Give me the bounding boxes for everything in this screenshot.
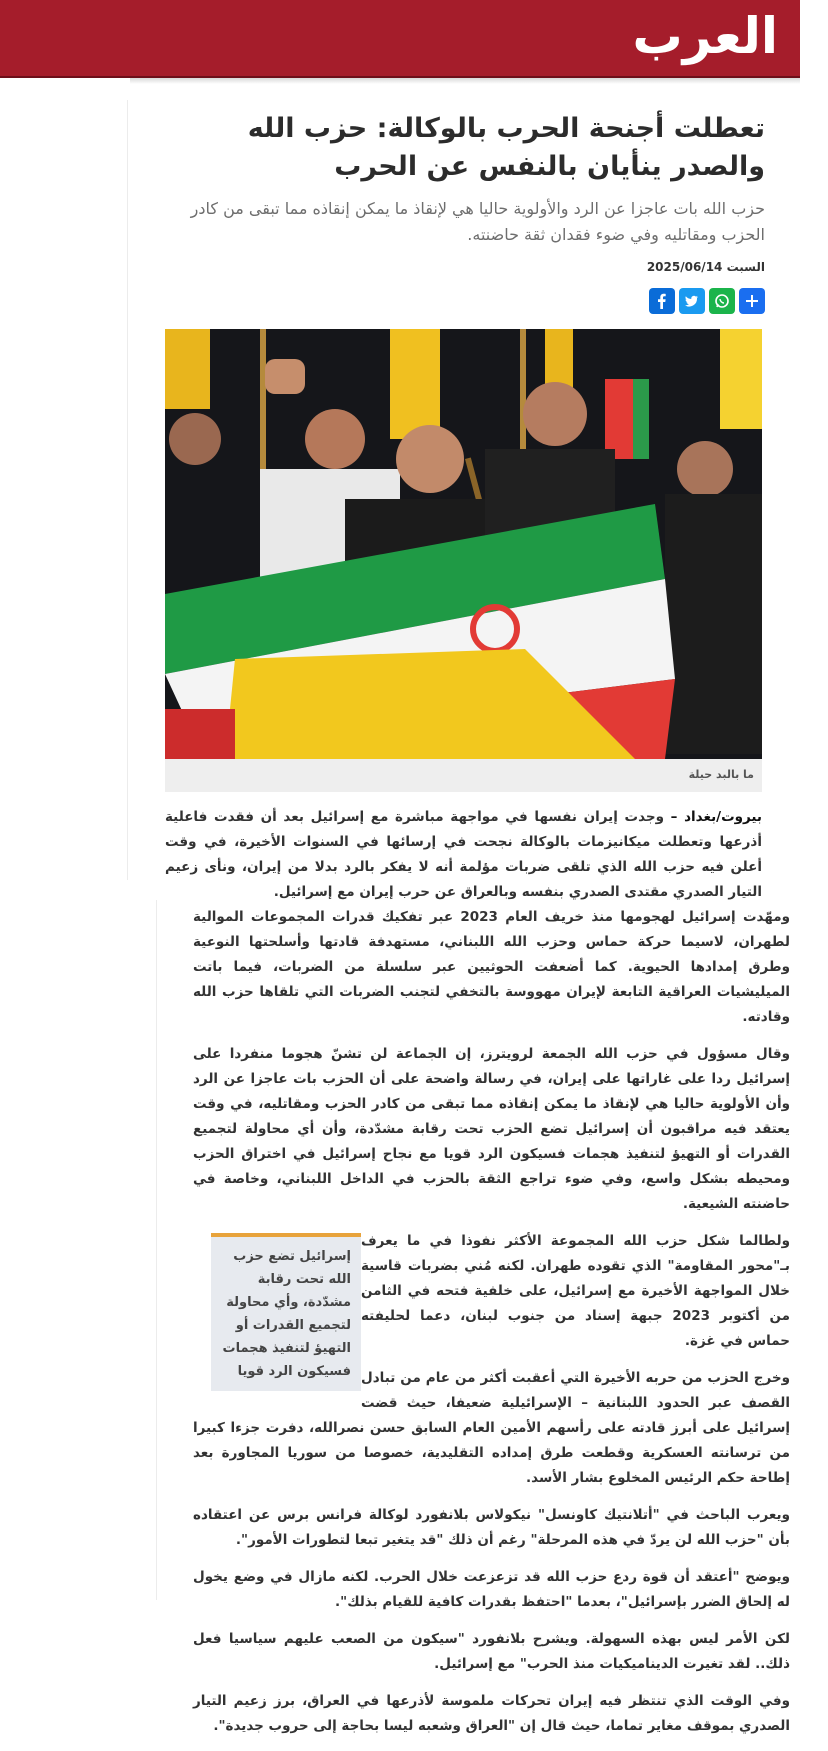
whatsapp-icon[interactable]	[709, 288, 735, 314]
twitter-icon[interactable]	[679, 288, 705, 314]
share-icon[interactable]	[739, 288, 765, 314]
pull-quote: إسرائيل تضع حزب الله تحت رقابة مشدّدة، وأي محاولة لتجميع القدرات أو التهيؤ لتنفيذ هجمات فسيكون الرد قويا	[211, 1233, 361, 1391]
facebook-icon[interactable]	[649, 288, 675, 314]
paragraph: وفي الوقت الذي تنتظر فيه إيران تحركات ملموسة لأذرعها في العراق، برز زعيم التيار الصدري بموقف مغاير تماما، حيث قال إن "العراق وشعبه ليسا بحاجة إلى حروب جديدة".	[193, 1693, 790, 1734]
article-photo	[165, 329, 762, 759]
lead-dateline: بيروت/بغداد –	[670, 809, 763, 825]
paragraph: ولطالما شكل حزب الله المجموعة الأكثر نفوذا في ما يعرف بـ"محور المقاومة" الذي تقوده طهران. لكنه مُني بضربات قاسية خلال المواجهة الأخيرة مع إسرائيل، على خلفية فتحه في الثامن من أكتوبر 2023 جبهة إسناد من جنوب لبنان، دعما لحليفته حماس في غزة.	[361, 1233, 790, 1349]
column-divider	[127, 100, 128, 880]
article-body	[193, 905, 790, 1751]
column-divider	[156, 900, 157, 1600]
site-header	[0, 0, 800, 78]
paragraph: وخرج الحزب من حربه الأخيرة التي أعقبت أكثر من عام من تبادل القصف عبر الحدود اللبنانية – الإسرائيلية ضعيفا، حيث قضت إسرائيل على أبرز قادته على رأسهم الأمين العام السابق حسن نصرالله، دفرت جزءا كبيرا من ترسانته العسكرية وقطعت طرق إمداده التقليدية، خصوصا من سوريا المجاورة بعد إطاحة حكم الرئيس المخلوع بشار الأسد.	[193, 1370, 790, 1486]
article-subtitle: حزب الله بات عاجزا عن الرد والأولوية حاليا هي لإنقاذ ما يمكن إنقاذه مما تبقى من كادر الحزب ومقاتليه وفي ضوء فقدان ثقة حاضنته.	[190, 199, 765, 244]
protest-photo-illustration	[165, 329, 762, 759]
paragraph: وقال مسؤول في حزب الله الجمعة لرويترز، إن الجماعة لن تشنّ هجوما منفردا على إسرائيل ردا على غاراتها على إيران، في رسالة واضحة على أن الحزب بات عاجزا عن الرد وأن الأولوية حاليا هي لإنقاذ ما يمكن إنقاذه مما تبقى من كادر الحزب ومقاتليه، في وقت يعتقد فيه مراقبون أن إسرائيل تضع الحزب تحت رقابة مشدّدة، وأن أي محاولة لتجميع القدرات أو التهيؤ لتنفيذ هجمات فسيكون الرد قويا مع نجاح إسرائيل في اختراق الحزب ومحيطه بشكل واسع، وفي ضوء تراجع الثقة بالحزب في الداخل اللبناني، وخاصة في حاضنته الشيعية.	[193, 1046, 790, 1212]
article-header	[165, 110, 765, 314]
site-logo[interactable]: العرب	[632, 7, 778, 65]
article-date: السبت 2025/06/14	[646, 260, 765, 274]
article-lead	[165, 805, 762, 905]
paragraph: ومهّدت إسرائيل لهجومها منذ خريف العام 2023 عبر تفكيك قدرات المجموعات الموالية لطهران، لاسيما حركة حماس وحزب الله اللبناني، مستهدفة قادتها وأسلحتها النوعية وطرق إمدادها الحيوية. كما أضعفت الحوثيين عبر سلسلة من الضربات، فيما باتت الميليشيات العراقية التابعة لإيران مهووسة بالتخفي لتجنب الضربات التي تلقاها حزب الله وقادته.	[193, 909, 790, 1025]
header-shadow	[130, 78, 800, 84]
share-bar	[165, 288, 765, 314]
paragraph: ويعرب الباحث في "أتلانتيك كاونسل" نيكولاس بلانفورد لوكالة فرانس برس عن اعتقاده بأن "حزب الله لن يردّ في هذه المرحلة" رغم أن ذلك "قد يتغير تبعا لتطورات الأمور".	[193, 1507, 790, 1548]
article-title: تعطلت أجنحة الحرب بالوكالة: حزب الله والصدر ينأيان بالنفس عن الحرب	[247, 113, 765, 182]
lead-text: وجدت إيران نفسها في مواجهة مباشرة مع إسرائيل بعد أن فقدت فاعلية أذرعها وتعطلت ميكانيزمات بالوكالة نجحت في إرسائها في السنوات الأخيرة، في وقت أعلن فيه حزب الله الذي تلقى ضربات مؤلمة أنه لا يفكر بالرد بدلا من إيران، ونأى زعيم التيار الصدري مقتدى الصدري بنفسه وبالعراق عن حرب إيران مع إسرائيل.	[165, 809, 762, 900]
photo-caption: ما بالبد حيلة	[165, 759, 762, 792]
paragraph: ويوضح "أعتقد أن قوة ردع حزب الله قد تزعزعت خلال الحرب. لكنه مازال في وضع يخول له إلحاق الضرر بإسرائيل"، بعدما "احتفظ بقدرات كافية للقيام بذلك".	[193, 1569, 790, 1610]
paragraph: لكن الأمر ليس بهذه السهولة. ويشرح بلانفورد "سيكون من الصعب عليهم سياسيا فعل ذلك.. لقد تغيرت الديناميكيات منذ الحرب" مع إسرائيل.	[193, 1631, 790, 1672]
